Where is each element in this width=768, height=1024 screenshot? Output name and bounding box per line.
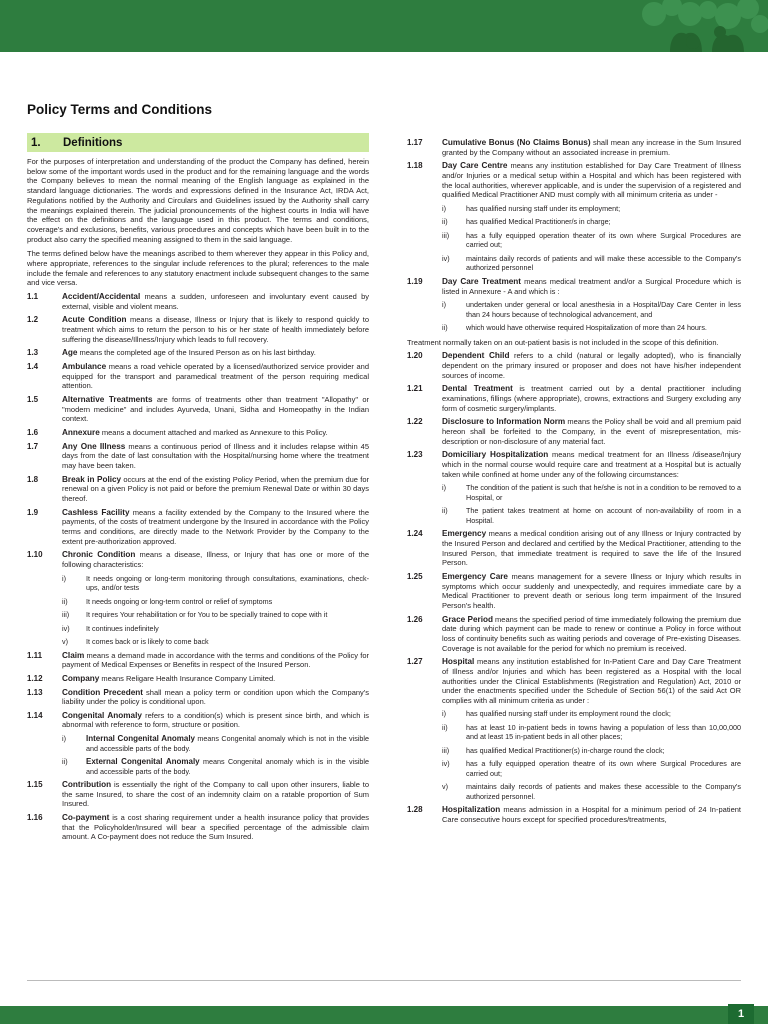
definition-body	[62, 688, 369, 707]
definition-number: 1.20	[407, 351, 423, 361]
definition-term: Age	[62, 348, 78, 358]
definition-term: Domiciliary Hospitalization	[442, 450, 549, 460]
sub-item-text: has a fully equipped operation theater of its own where Surgical Procedures are carried out;	[466, 230, 741, 250]
definition-number: 1.16	[27, 813, 43, 823]
sub-item	[407, 723, 741, 742]
sub-item-text: has qualified nursing staff under its employment round the clock;	[466, 709, 671, 719]
definition-item	[407, 657, 741, 705]
definition-text: means a sudden, unforeseen and involuntary event caused by external, visible and violent means.	[62, 292, 369, 311]
sub-item-text: It comes back or is likely to come back	[86, 637, 209, 647]
definition-number: 1.4	[27, 362, 39, 372]
definition-number: 1.5	[27, 395, 39, 405]
sub-item-numeral: iv)	[62, 623, 70, 633]
definition-text: refers to a condition(s) which is present since birth, and which is abnormal with reference to form, structure or position.	[62, 710, 369, 730]
section-heading	[27, 133, 369, 152]
definition-term: Disclosure to Information Norm	[442, 417, 566, 427]
definition-body	[62, 292, 369, 311]
definition-term: Claim	[62, 650, 85, 660]
definition-text: means a medical condition arising out of any Illness or Injury contracted by the Insured Person and declared and certified by the Medical Practitioner, attending to the Insured Person, that immediate treatment is required to save the life of the Insured Person.	[442, 529, 741, 568]
definition-number: 1.24	[407, 529, 423, 539]
sub-item-body	[86, 734, 369, 753]
sub-item-numeral: iv)	[442, 759, 450, 769]
definition-text: means a disease, Illness, or Injury that has one or more of the following characteristics:	[62, 550, 370, 569]
sub-item-numeral: i)	[442, 483, 446, 493]
definition-item	[27, 550, 369, 569]
sub-item	[407, 709, 741, 719]
sub-item	[407, 746, 741, 756]
definition-item	[27, 688, 369, 707]
definition-item	[27, 428, 369, 438]
definition-text: means Religare Health Insurance Company Limited.	[99, 673, 276, 683]
definition-text: means medical treatment and/or a Surgical Procedure which is listed in Annexure - A and which is :	[442, 276, 741, 296]
definition-number: 1.7	[27, 441, 39, 451]
definition-number: 1.3	[27, 348, 39, 358]
definition-body	[62, 475, 369, 504]
definition-item	[407, 572, 741, 611]
definition-item	[407, 384, 741, 413]
definition-item	[27, 442, 369, 471]
sub-item-body	[466, 231, 741, 250]
definition-body	[62, 780, 369, 809]
definition-text: means any institution established for Day Care Treatment of Illness and/or Injuries or a medical setup within a Hospital and which has been registered with the local authorities, wherever applicable, and is under the supervision of a registered and qualified Medical Practitioner AND must comply with all minimum criteria as under -	[442, 161, 741, 200]
sub-item	[407, 231, 741, 250]
definition-text: means the specified period of time immediately following the premium due date during which payment can be made to renew or continue a Policy in force without loss of continuity benefits such as waiting periods and coverage of Pre-existing Diseases. Coverage is not available for the period for which no premium is received.	[442, 614, 742, 653]
definition-item	[407, 615, 741, 654]
definition-number: 1.12	[27, 673, 43, 683]
sub-item	[27, 574, 369, 593]
definition-term: Cashless Facility	[62, 507, 130, 517]
definition-number: 1.28	[407, 805, 423, 815]
definition-item	[27, 362, 369, 391]
definition-term: Condition Precedent	[62, 687, 143, 697]
sub-item-numeral: i)	[62, 573, 66, 583]
definition-text: means a disease, Illness or Injury that is likely to respond quickly to treatment which aims to return the person to his or her state of health immediately before suffering the disease/Illness/Injury which leads to full recovery.	[62, 315, 370, 344]
definition-term: Company	[62, 673, 100, 683]
definition-body	[62, 442, 369, 471]
definition-item	[407, 450, 741, 479]
sub-item	[27, 597, 369, 607]
definition-body	[442, 615, 741, 654]
definition-text: means any institution established for In-Patient Care and Day Care Treatment of Illness and/or Injuries and which has been registered as a Hospital with the local authorities under the Clinical Establishments (Registration and Regulation) Act, 2010 or under the enactments specified under the Schedule of Section 56(1) of the said Act OR complies with all minimum criteria as under :	[442, 657, 741, 705]
definition-number: 1.13	[27, 687, 43, 697]
definition-item	[27, 508, 369, 547]
sub-item-numeral: ii)	[442, 506, 448, 516]
definition-text: means the completed age of the Insured Person as on his last birthday.	[77, 348, 316, 358]
sub-item-numeral: ii)	[442, 722, 448, 732]
definition-term: Any One Illness	[62, 441, 126, 451]
sub-item-text: undertaken under general or local anesthesia in a Hospital/Day Care Center in less than 24 hours because of technological advancement, and	[466, 300, 741, 319]
definition-term: Cumulative Bonus (No Claims Bonus)	[442, 138, 591, 147]
sub-item-text: which would have otherwise required Hospitalization of more than 24 hours.	[466, 323, 707, 333]
definition-body	[442, 351, 741, 380]
definition-body	[442, 572, 741, 611]
definition-term: Hospital	[442, 657, 475, 667]
sub-item-body	[86, 597, 369, 607]
definition-term: Grace Period	[442, 614, 493, 624]
sub-item	[407, 300, 741, 319]
sub-item-numeral: i)	[442, 709, 446, 719]
definition-body	[62, 315, 369, 344]
sub-item-body	[466, 323, 741, 333]
definition-body	[442, 450, 741, 479]
definition-number: 1.18	[407, 161, 423, 171]
definition-number: 1.23	[407, 450, 423, 460]
definition-body	[442, 138, 741, 157]
sub-item	[27, 637, 369, 647]
sub-item-body	[466, 483, 741, 502]
sub-item-text: It continues indefinitely	[86, 623, 159, 633]
definition-text: means a demand made in accordance with the terms and conditions of the Policy for payment of Medical Expenses or Benefits in respect of the Insured Person.	[62, 650, 369, 670]
definition-number: 1.6	[27, 428, 39, 438]
sub-item-body	[86, 610, 369, 620]
sub-item-body	[466, 300, 741, 319]
sub-item-body	[466, 204, 741, 214]
definition-number: 1.11	[27, 650, 43, 660]
clover-leaves-icon	[620, 0, 768, 52]
sub-item-body	[466, 254, 741, 273]
sub-item	[407, 204, 741, 214]
definition-number: 1.17	[407, 138, 423, 147]
definition-body	[62, 674, 369, 684]
definition-term: Emergency Care	[442, 571, 508, 581]
definition-text: occurs at the end of the existing Policy Period, when the premium due for renewal on a given Policy is not paid or before the premium Renewal Date or within 30 days thereof.	[62, 474, 369, 503]
sub-item-numeral: ii)	[442, 217, 448, 227]
sub-item	[407, 759, 741, 778]
definition-body	[62, 428, 369, 438]
sub-item-text: has qualified Medical Practitioner(s) in-charge round the clock;	[466, 745, 665, 755]
definition-item	[407, 529, 741, 568]
definition-text: means the Policy shall be void and all premium paid hereon shall be forfeited to the Company, in the event of misrepresentation, mis-description or non-disclosure of any material fact.	[442, 417, 741, 446]
definition-number: 1.10	[27, 550, 43, 560]
sub-item	[407, 254, 741, 273]
sub-item-numeral: i)	[442, 300, 446, 310]
definition-item	[27, 395, 369, 424]
definition-term: Annexure	[62, 428, 100, 438]
footer-band	[0, 1006, 768, 1024]
sub-item-text: It requires Your rehabilitation or for You to be specially trained to cope with it	[86, 610, 328, 620]
sub-item-numeral: i)	[62, 734, 66, 744]
sub-item-body	[86, 574, 369, 593]
definition-item	[27, 711, 369, 730]
definition-number: 1.21	[407, 384, 423, 394]
definition-term: Chronic Condition	[62, 550, 136, 560]
definition-body	[62, 508, 369, 547]
sub-item-numeral: iv)	[442, 253, 450, 263]
sub-item-body	[466, 709, 741, 719]
definition-term: Break in Policy	[62, 474, 122, 484]
sub-item-body	[466, 746, 741, 756]
definition-term: Dependent Child	[442, 351, 510, 361]
definition-body	[442, 417, 741, 446]
sub-item-text: It needs ongoing or long-term control or relief of symptoms	[86, 596, 273, 606]
definition-text: means a road vehicle operated by a licensed/authorized service provider and equipped for the transport and paramedical treatment of the person requiring medical attention.	[62, 362, 369, 391]
definition-body	[62, 348, 369, 358]
definition-number: 1.25	[407, 571, 423, 581]
definition-number: 1.22	[407, 417, 423, 427]
sub-item-text: has a fully equipped operation theatre of its own where Surgical Procedures are carried out;	[466, 759, 741, 778]
definition-item	[407, 351, 741, 380]
sub-item-text: has qualified Medical Practitioner/s in charge;	[466, 217, 611, 227]
page-number: 1	[728, 1004, 754, 1024]
definition-body	[442, 529, 741, 568]
sub-item-text: The patient takes treatment at home on account of non-availability of room in a Hospital.	[466, 506, 741, 525]
sub-item-body	[86, 637, 369, 647]
definition-number: 1.14	[27, 710, 43, 720]
sub-item-text: means Congenital anomaly which is not in the visible and accessible parts of the body.	[86, 734, 369, 753]
sub-item-text: has at least 10 in-patient beds in towns having a population of less than 10,00,000 and at least 15 in-patient beds in all other places;	[466, 722, 741, 742]
definition-text: means admission in a Hospital for a minimum period of 24 In-patient Care consecutive hours except for specified procedures/treatments,	[442, 805, 741, 825]
left-column	[27, 133, 369, 842]
definition-body	[62, 813, 369, 842]
page-title: Policy Terms and Conditions	[27, 102, 213, 117]
definition-body	[62, 651, 369, 670]
sub-item-numeral: ii)	[442, 323, 448, 333]
sub-item-text: means Congenital anomaly which is in the visible and accessible parts of the body.	[86, 757, 369, 776]
sub-item-body	[466, 723, 741, 742]
definition-number: 1.1	[27, 292, 39, 302]
definition-number: 1.9	[27, 507, 39, 517]
definition-item	[407, 417, 741, 446]
definition-body	[62, 711, 369, 730]
sub-item-body	[466, 782, 741, 801]
definition-text: is a cost sharing requirement under a health insurance policy that provides that the Policyholder/Insured will bear a specified percentage of the admissible claim amount. A Co-payment does not reduce the Sum Insured.	[62, 813, 369, 842]
definition-number: 1.15	[27, 780, 43, 790]
section-number: 1.	[31, 136, 41, 149]
footer-rule	[27, 980, 741, 981]
definition-term: Dental Treatment	[442, 384, 513, 394]
definition-text: shall mean a policy term or condition upon which the Company's liability under the policy is conditional upon.	[62, 687, 369, 707]
definition-term: Day Care Treatment	[442, 276, 522, 286]
definition-term: Co-payment	[62, 813, 110, 823]
section-title: Definitions	[63, 136, 123, 149]
definition-term: Accident/Accidental	[62, 292, 141, 302]
definition-term: Emergency	[442, 529, 487, 539]
sub-item-text: The condition of the patient is such that he/she is not in a condition to be removed to a Hospital, or	[466, 483, 741, 502]
sub-item-body	[466, 217, 741, 227]
sub-item-term: External Congenital Anomaly	[86, 757, 200, 767]
definition-term: Hospitalization	[442, 805, 501, 815]
definition-body	[62, 395, 369, 424]
sub-item-text: It needs ongoing or long-term monitoring through consultations, examinations, check-ups, and/or tests	[86, 573, 369, 593]
definition-text: is essentially the right of the Company to call upon other insurers, liable to the same Insured, to share the cost of an indemnity claim on a ratable proportion of Sum Insured.	[62, 780, 369, 809]
definition-number: 1.8	[27, 474, 39, 484]
sub-item	[407, 483, 741, 502]
header-band	[0, 0, 768, 52]
definition-number: 1.27	[407, 657, 423, 667]
sub-item-text: maintains daily records of patients and makes these accessible to the Company's authorized personnel.	[466, 782, 741, 801]
sub-item	[27, 757, 369, 776]
sub-item	[407, 782, 741, 801]
definition-body	[442, 805, 741, 824]
definition-body	[62, 550, 369, 569]
definition-text: is treatment carried out by a dental practitioner including examinations, fillings (where appropriate), crowns, extractions and Surgery excluding any form of cosmetic surgery/implants.	[442, 384, 741, 413]
definition-term: Day Care Centre	[442, 161, 508, 171]
intro-paragraph: The terms defined below have the meanings ascribed to them wherever they appear in this Policy and, where appropriate, references to the singular include references to the plural; references to the male include the female and references to any statutory enactment include subsequent changes to the same and vice versa.	[27, 249, 369, 288]
definition-item	[27, 651, 369, 670]
definition-body	[442, 277, 741, 296]
sub-item-body	[86, 757, 369, 776]
definition-text: shall mean any increase in the Sum Insured granted by the Company without an associated increase in premium.	[442, 138, 741, 157]
definition-item	[27, 475, 369, 504]
sub-item	[27, 624, 369, 634]
definition-term: Contribution	[62, 780, 112, 790]
definition-term: Acute Condition	[62, 315, 127, 325]
sub-item-text: maintains daily records of patients and will make these accessible to the Company's authorized personnel	[466, 253, 741, 273]
definition-text: means management for a severe Illness or Injury which results in symptoms which occur suddenly and unexpectedly, and requires immediate care by a Medical Practitioner to prevent death or serious long term impairment of the Insured Person's health.	[442, 571, 742, 610]
sub-item-numeral: iii)	[62, 610, 70, 620]
sub-item	[407, 506, 741, 525]
sub-item-numeral: ii)	[62, 757, 68, 767]
sub-item-body	[466, 759, 741, 778]
intro-paragraph: For the purposes of interpretation and understanding of the product the Company has defined, herein below some of the important words used in the product and for the remaining language and the words the Company believes to mean the normal meaning of the English language as explained in the standard language dictionaries. The words and expressions defined in the Insurance Act, IRDA Act, Regulations notified by the Authority and Circulars and Guidelines issued by the Authority shall carry the meanings explained therein. The judicial pronouncements of the highest courts in India will have the effect on the definitions and the language used in this product. The terms and conditions, coverage's and exclusions, benefits, various procedures and concepts which have been built in to the product also carry the specified meaning assigned to them in the said language.	[27, 157, 369, 244]
definition-number: 1.2	[27, 315, 39, 325]
definition-text: means medical treatment for an Illness /disease/Injury which in the normal course would require care and treatment at a Hospital but is actually taken while confined at home under any of the following circumstances:	[442, 450, 741, 479]
sub-item-numeral: ii)	[62, 596, 68, 606]
definition-item	[27, 315, 369, 344]
right-column	[407, 134, 741, 825]
definition-item	[407, 277, 741, 296]
sub-item-term: Internal Congenital Anomaly	[86, 734, 196, 744]
definition-number: 1.19	[407, 276, 423, 286]
sub-item-numeral: iii)	[442, 230, 450, 240]
definition-item	[407, 161, 741, 200]
definition-term: Congenital Anomaly	[62, 710, 142, 720]
sub-item-numeral: v)	[442, 782, 448, 792]
definition-term: Ambulance	[62, 362, 107, 372]
definition-item	[27, 813, 369, 842]
definition-body	[442, 657, 741, 705]
definition-item	[27, 780, 369, 809]
sub-item	[27, 610, 369, 620]
definition-body	[442, 161, 741, 200]
definition-text: means a continuous period of Illness and it includes relapse within 45 days from the date of last consultation with the Hospital/nursing home where the treatment may have been taken.	[62, 441, 369, 470]
sub-item-body	[466, 506, 741, 525]
definition-item	[407, 138, 741, 157]
definition-item	[407, 805, 741, 824]
sub-item	[407, 217, 741, 227]
definition-text: means a document attached and marked as Annexure to this Policy.	[99, 428, 328, 438]
definition-text: are forms of treatments other than treatment "Allopathy" or "modern medicine" and includes Ayurveda, Unani, Sidha and Homeopathy in the Indian context.	[62, 395, 370, 424]
definition-text: refers to a child (natural or legally adopted), who is financially dependent on the primary insured or proposer and does not have his/her independent sources of income.	[442, 351, 741, 380]
definition-body	[442, 384, 741, 413]
definition-list-right	[407, 138, 741, 825]
definition-list-left	[27, 292, 369, 842]
definition-body	[62, 362, 369, 391]
sub-item-text: has qualified nursing staff under its employment;	[466, 203, 621, 213]
definition-number: 1.26	[407, 614, 423, 624]
definition-text: means a facility extended by the Company to the Insured where the payments, of the costs of treatment undergone by the Insured in accordance with the Policy terms and conditions, are directly made to the Network Provider by the Company to the extent pre-authorization approved.	[62, 507, 369, 546]
definition-item	[27, 674, 369, 684]
sub-item	[27, 734, 369, 753]
sub-item-numeral: v)	[62, 637, 68, 647]
sub-item-numeral: iii)	[442, 745, 450, 755]
definition-item	[27, 292, 369, 311]
sub-item	[407, 323, 741, 333]
sub-item-numeral: i)	[442, 203, 446, 213]
sub-item-body	[86, 624, 369, 634]
note-paragraph: Treatment normally taken on an out-patient basis is not included in the scope of this definition.	[407, 337, 719, 347]
definition-term: Alternative Treatments	[62, 395, 153, 405]
definition-item	[27, 348, 369, 358]
